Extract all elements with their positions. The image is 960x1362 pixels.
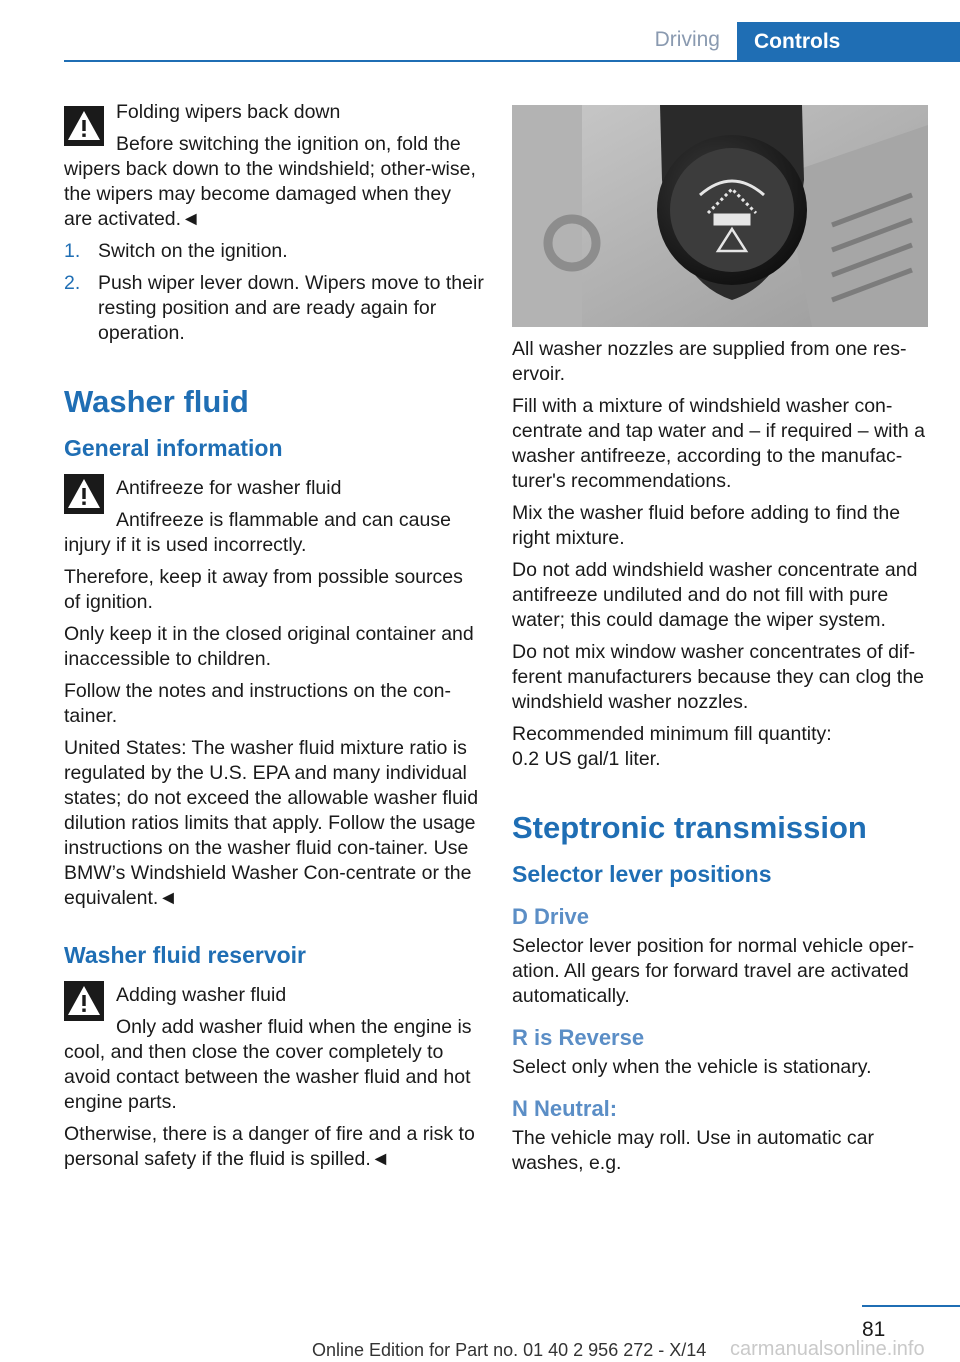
edition-note: Online Edition for Part no. 01 40 2 956 272 - X/14: [312, 1340, 707, 1360]
header-tab: Controls: [737, 22, 960, 62]
page-number: 81: [862, 1318, 886, 1341]
warning-block: [64, 476, 484, 558]
paragraph: Do not mix window washer concentrates of dif-ferent manufacturers because they can clog the windshield washer nozzles.: [512, 641, 924, 713]
right-column: [512, 100, 932, 1183]
section-heading: Steptronic transmission: [512, 810, 867, 845]
list-item: [64, 271, 484, 346]
warning-block: [64, 100, 484, 232]
paragraph: Fill with a mixture of windshield washer con-centrate and tap water and – if required – with a washer antifreeze, according to the manufac-turer's recommendations.: [512, 395, 926, 492]
step-text: Switch on the ignition.: [98, 240, 288, 262]
list-item: [64, 239, 484, 264]
step-text: Push wiper lever down. Wipers move to their resting position and are ready again for operation.: [98, 272, 484, 344]
paragraph: Only keep it in the closed original container and inaccessible to children.: [64, 623, 474, 670]
subsection-heading: General information: [64, 435, 283, 461]
warning-icon: [64, 474, 104, 514]
paragraph: The vehicle may roll. Use in automatic car washes, e.g.: [512, 1127, 874, 1174]
warning-title: Adding washer fluid: [116, 984, 287, 1006]
paragraph: Follow the notes and instructions on the con-tainer.: [64, 680, 451, 727]
paragraph: Recommended minimum fill quantity:: [512, 723, 832, 745]
header-section: Driving: [654, 28, 720, 51]
paragraph: Therefore, keep it away from possible sources of ignition.: [64, 566, 463, 613]
footer-rule: [862, 1305, 960, 1307]
position-heading: R is Reverse: [512, 1025, 645, 1050]
subsection-heading: Selector lever positions: [512, 861, 772, 887]
paragraph: Selector lever position for normal vehicle oper-ation. All gears for forward travel are activated automatically.: [512, 935, 915, 1007]
step-number: 1.: [64, 240, 81, 262]
paragraph: All washer nozzles are supplied from one res-ervoir.: [512, 338, 907, 385]
paragraph: Otherwise, there is a danger of fire and a risk to personal safety if the fluid is spilled.◄: [64, 1123, 475, 1170]
paragraph: United States: The washer fluid mixture ratio is regulated by the U.S. EPA and many individual states; do not exceed the allowable washer fluid dilution ratios limits that apply. Follow the usage instructions on the washer fluid con-tainer. Use BMW’s Windshield Washer Con-centrate or the equivalent.◄: [64, 737, 479, 909]
step-number: 2.: [64, 272, 81, 294]
warning-icon: [64, 106, 104, 146]
position-heading: N Neutral:: [512, 1096, 618, 1121]
warning-block: [64, 983, 484, 1115]
section-heading: Washer fluid: [64, 384, 249, 419]
paragraph: 0.2 US gal/1 liter.: [512, 748, 661, 770]
watermark: carmanualsonline.info: [730, 1338, 925, 1360]
subsection-heading: Washer fluid reservoir: [64, 942, 307, 968]
warning-text: Antifreeze is flammable and can cause: [116, 509, 451, 531]
warning-text: Before switching the ignition on, fold the: [116, 133, 461, 155]
warning-icon: [64, 981, 104, 1021]
warning-title: Antifreeze for washer fluid: [116, 477, 342, 499]
warning-title: Folding wipers back down: [116, 101, 341, 123]
header-rule: [64, 60, 960, 62]
warning-text: wipers back down to the windshield; other-wise, the wipers may become damaged when they are activated.◄: [64, 158, 476, 230]
warning-text: cool, and then close the cover completely to avoid contact between the washer fluid and hot engine parts.: [64, 1041, 471, 1113]
paragraph: Mix the washer fluid before adding to find the right mixture.: [512, 502, 901, 549]
warning-text: injury if it is used incorrectly.: [64, 534, 307, 556]
position-heading: D Drive: [512, 904, 590, 929]
left-column: [64, 100, 484, 1179]
warning-text: Only add washer fluid when the engine is: [116, 1016, 472, 1038]
steps-list: [64, 239, 484, 346]
paragraph: Do not add windshield washer concentrate and antifreeze undiluted and do not fill with pure water; this could damage the wiper system.: [512, 559, 918, 631]
paragraph: Select only when the vehicle is stationary.: [512, 1056, 872, 1078]
washer-reservoir-cap-photo: [512, 105, 928, 327]
